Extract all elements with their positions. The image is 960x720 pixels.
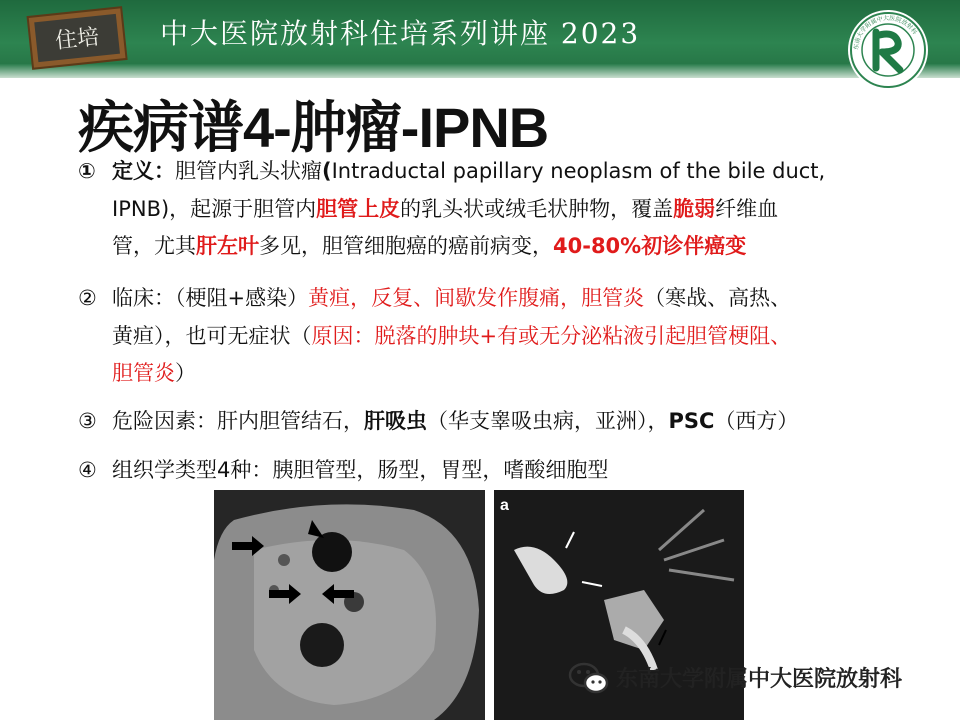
item-content [112,452,912,490]
line-segment: 脆弱 [673,196,716,221]
item-label: 定义： [112,159,175,183]
line-segment: 多见，胆管细胞癌的癌前病变， [259,234,553,258]
logo-text: 东南大学附属中大医院放射科 [852,14,919,51]
line-segment: 胆管上皮 [316,196,401,221]
line-segment: ） [175,361,196,385]
item-number: ③ [78,409,97,433]
line-segment: 原因：脱落的肿块+有或无分泌粘液引起胆管梗阻、 [311,323,792,348]
line-segment: （华支睾吸虫病，亚洲）， [427,409,669,433]
chalkboard-badge [22,4,132,70]
line-segment: （寒战、高热、 [644,286,792,310]
hospital-logo [846,8,930,92]
item-line [112,355,912,393]
watermark [566,660,903,696]
line-segment: （西方） [714,409,799,433]
line-segment: Intraductal papillary neoplasm of the bile duct, [331,159,826,183]
line-segment: 管，尤其 [112,234,196,258]
item-line [112,228,912,266]
mri-image-left [214,490,485,720]
line-segment: 临床：（梗阻+感染） [112,286,309,310]
line-segment: 胆管炎 [112,361,175,385]
line-segment: 肝吸虫 [364,409,427,433]
item-line [112,403,912,441]
wechat-icon [566,660,612,696]
item-line [112,153,912,191]
line-segment: IPNB)，起源于胆管内 [112,196,317,221]
item-line [112,452,912,490]
line-segment: 纤维血 [715,196,779,221]
item-content [112,280,912,393]
image-label-a: a [500,497,509,514]
line-segment: 肝左叶 [196,234,259,258]
list-item-histology [78,452,912,490]
list-item-risk-factors [78,403,912,441]
line-segment: 胆管内乳头状瘤 [175,159,322,183]
item-number: ④ [78,458,97,482]
list-item-definition [78,153,912,266]
item-content [112,403,912,441]
watermark-text: 东南大学附属中大医院放射科 [616,667,903,692]
line-segment: 危险因素：肝内胆管结石， [112,409,364,433]
item-line [112,318,912,356]
line-segment: PSC [668,409,715,433]
item-line [112,280,912,318]
line-segment: 40-80%初诊伴癌变 [553,234,747,258]
line-segment: ( [322,159,332,183]
header-title: 中大医院放射科住培系列讲座 2023 [160,17,641,50]
line-segment: 黄疸，反复、间歇发作腹痛，胆管炎 [308,286,645,310]
item-line [112,191,912,229]
line-segment: 黄疸），也可无症状（ [112,323,312,348]
item-number: ① [78,159,96,183]
item-content [112,153,912,266]
line-segment: 的乳头状或绒毛状肿物，覆盖 [400,196,674,221]
badge-text: 住培 [54,24,101,55]
slide-title: 疾病谱4-肿瘤-IPNB [78,96,549,159]
header-band [0,64,960,78]
list-item-clinical [78,280,912,393]
line-segment: 组织学类型4种：胰胆管型，肠型，胃型，嗜酸细胞型 [112,458,609,482]
item-number: ② [78,286,97,310]
